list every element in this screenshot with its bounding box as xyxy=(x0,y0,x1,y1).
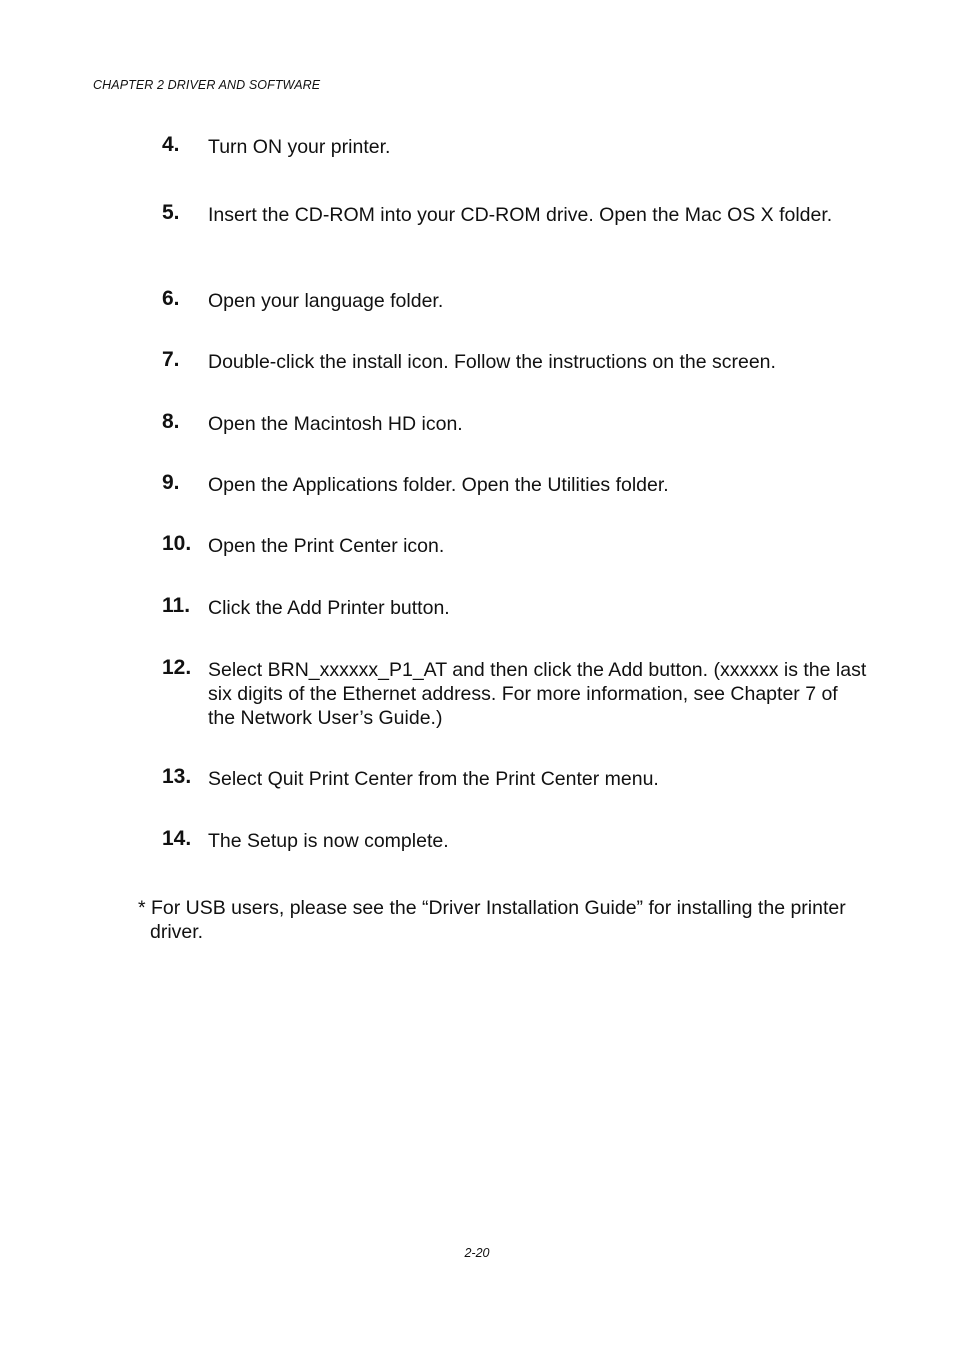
usb-note: * For USB users, please see the “Driver Installation Guide” for installing the printer driver. xyxy=(138,897,846,943)
step-text: Open your language folder. xyxy=(208,290,444,312)
step-number: 9. xyxy=(162,471,180,494)
page-number: 2-20 xyxy=(464,1246,490,1260)
step-number: 8. xyxy=(162,410,180,433)
step-number: 12. xyxy=(162,656,192,679)
step-text: Select BRN_xxxxxx_P1_AT and then click the Add button. (xxxxxx is the last six digits of the Ethernet address. For more information, see Chapter 7 of the Network User’s Guide.) xyxy=(208,659,867,729)
step-number: 10. xyxy=(162,532,192,555)
step-text: Insert the CD-ROM into your CD-ROM drive. Open the Mac OS X folder. xyxy=(208,204,833,226)
step-number: 5. xyxy=(162,201,180,224)
step-text: Open the Applications folder. Open the Utilities folder. xyxy=(208,474,669,496)
step-number: 7. xyxy=(162,348,180,371)
step-number: 11. xyxy=(162,594,191,617)
step-text: Click the Add Printer button. xyxy=(208,597,450,619)
step-number: 14. xyxy=(162,827,192,850)
step-text: The Setup is now complete. xyxy=(208,830,449,852)
step-number: 6. xyxy=(162,287,180,310)
step-text: Select Quit Print Center from the Print Center menu. xyxy=(208,768,659,790)
step-text: Double-click the install icon. Follow the instructions on the screen. xyxy=(208,351,776,373)
step-text: Open the Macintosh HD icon. xyxy=(208,413,463,435)
step-text: Turn ON your printer. xyxy=(208,136,391,158)
step-number: 13. xyxy=(162,765,192,788)
chapter-header: CHAPTER 2 DRIVER AND SOFTWARE xyxy=(93,78,321,92)
step-number: 4. xyxy=(162,133,180,156)
step-text: Open the Print Center icon. xyxy=(208,535,445,557)
